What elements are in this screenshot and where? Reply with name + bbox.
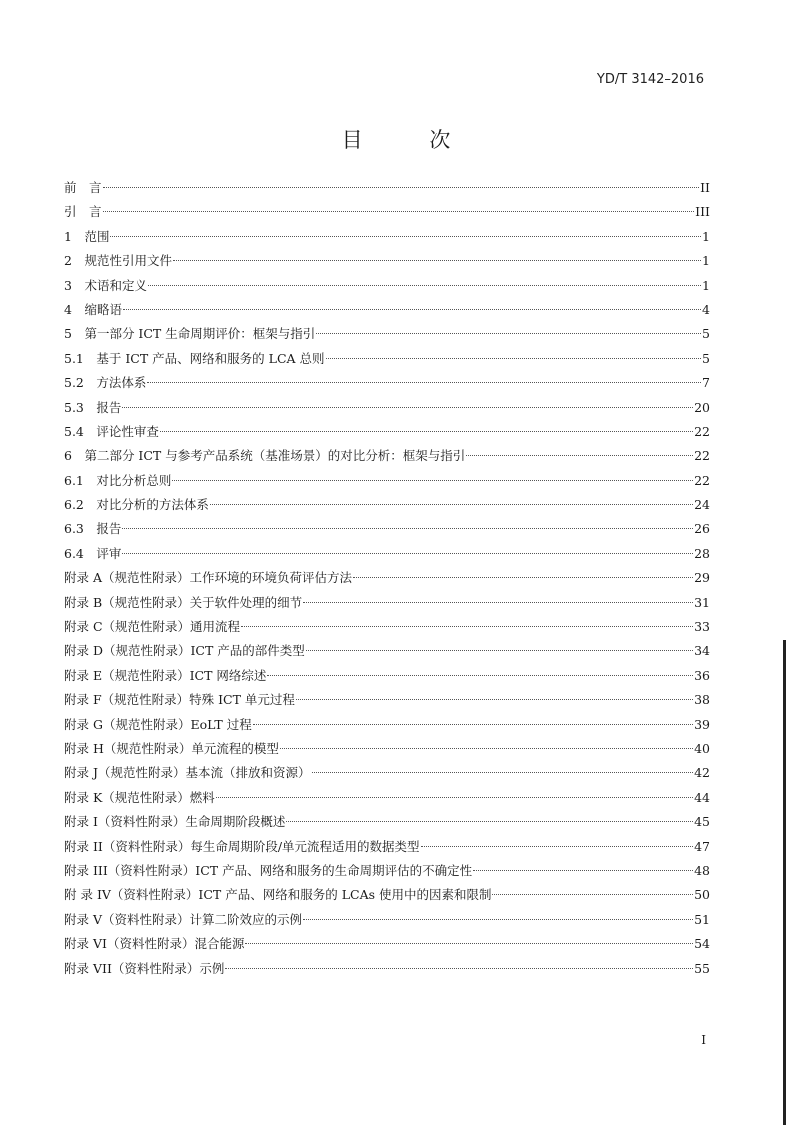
toc-entry-page: 1: [702, 228, 710, 244]
toc-entry-page: 28: [694, 545, 710, 561]
toc-dot-leader: [312, 771, 694, 773]
toc-entry-page: 4: [702, 301, 710, 317]
toc-entry-page: 22: [694, 423, 710, 439]
toc-entry[interactable]: [64, 274, 710, 298]
toc-entry-label: 附录 H（规范性附录）单元流程的模型: [64, 740, 279, 756]
toc-entry[interactable]: [64, 396, 710, 420]
toc-dot-leader: [147, 381, 701, 383]
toc-entry[interactable]: [64, 347, 710, 371]
toc-entry[interactable]: [64, 225, 710, 249]
page-title: 目 次: [341, 128, 481, 152]
toc-entry-page: 7: [702, 375, 710, 391]
toc-entry-label: 附录 B（规范性附录）关于软件处理的细节: [64, 594, 303, 610]
toc-entry[interactable]: [64, 883, 710, 907]
toc-entry-label: 前 言: [64, 180, 102, 195]
scan-edge-line: [783, 640, 786, 1125]
toc-entry[interactable]: [64, 835, 710, 859]
toc-entry-page: 54: [694, 936, 710, 952]
toc-dot-leader: [123, 308, 701, 310]
toc-entry-page: 39: [694, 716, 710, 732]
toc-entry-page: 5: [702, 326, 710, 342]
toc-entry-label: 5.4 评论性审查: [64, 423, 159, 439]
document-id: YD/T 3142–2016: [596, 72, 704, 87]
toc-dot-leader: [353, 576, 693, 578]
toc-entry-label: 6.3 报告: [64, 521, 122, 537]
toc-entry[interactable]: [64, 176, 710, 200]
toc-entry[interactable]: [64, 591, 710, 615]
toc-entry-label: 6.2 对比分析的方法体系: [64, 497, 209, 513]
toc-entry[interactable]: [64, 737, 710, 761]
toc-dot-leader: [122, 527, 693, 529]
toc-entry-page: 20: [694, 399, 710, 415]
toc-dot-leader: [303, 601, 693, 603]
toc-entry-label: 附录 V（资料性附录）计算二阶效应的示例: [64, 911, 303, 927]
toc-entry-page: 45: [694, 814, 710, 830]
toc-dot-leader: [492, 893, 693, 895]
toc-entry-label: 附录 VII（资料性附录）示例: [64, 960, 225, 976]
toc-entry-label: 附 录 IV（资料性附录）ICT 产品、网络和服务的 LCAs 使用中的因素和限制: [64, 887, 492, 903]
toc-entry[interactable]: [64, 615, 710, 639]
toc-entry-label: 5.2 方法体系: [64, 375, 147, 391]
toc-entry[interactable]: [64, 566, 710, 590]
toc-entry[interactable]: [64, 859, 710, 883]
toc-dot-leader: [326, 357, 702, 359]
toc-dot-leader: [267, 674, 693, 676]
toc-entry-page: 31: [694, 594, 710, 610]
toc-entry[interactable]: [64, 298, 710, 322]
toc-entry-label: 附录 I（资料性附录）生命周期阶段概述: [64, 814, 286, 830]
table-of-contents: [64, 176, 710, 981]
toc-entry-page: 40: [694, 740, 710, 756]
toc-entry[interactable]: [64, 371, 710, 395]
toc-entry-label: 引 言: [64, 204, 102, 220]
toc-entry-label: 1 范围: [64, 228, 110, 244]
toc-entry[interactable]: [64, 200, 710, 224]
toc-entry[interactable]: [64, 957, 710, 981]
toc-entry[interactable]: [64, 810, 710, 834]
toc-dot-leader: [173, 259, 701, 261]
toc-entry-label: 5.1 基于 ICT 产品、网络和服务的 LCA 总则: [64, 350, 325, 366]
toc-dot-leader: [241, 625, 693, 627]
toc-entry-label: 4 缩略语: [64, 301, 122, 317]
toc-dot-leader: [210, 503, 693, 505]
toc-entry-page: 44: [694, 789, 710, 805]
toc-entry[interactable]: [64, 761, 710, 785]
toc-dot-leader: [148, 284, 701, 286]
toc-dot-leader: [216, 796, 693, 798]
toc-entry-label: 附录 K（规范性附录）燃料: [64, 789, 215, 805]
toc-entry-label: 6 第二部分 ICT 与参考产品系统（基准场景）的对比分析：框架与指引: [64, 448, 466, 464]
toc-entry-label: 5 第一部分 ICT 生命周期评价：框架与指引: [64, 326, 316, 342]
toc-entry-label: 5.3 报告: [64, 399, 122, 415]
toc-entry-page: 24: [694, 497, 710, 513]
toc-dot-leader: [253, 723, 693, 725]
toc-entry[interactable]: [64, 469, 710, 493]
toc-dot-leader: [473, 869, 693, 871]
toc-entry-label: 2 规范性引用文件: [64, 253, 172, 269]
page-number: I: [701, 1033, 706, 1047]
toc-entry[interactable]: [64, 249, 710, 273]
toc-entry-page: 26: [694, 521, 710, 537]
toc-dot-leader: [303, 918, 693, 920]
toc-entry-page: 5: [702, 350, 710, 366]
toc-dot-leader: [466, 454, 693, 456]
toc-dot-leader: [122, 406, 693, 408]
toc-entry-label: 附录 D（规范性附录）ICT 产品的部件类型: [64, 643, 305, 659]
toc-entry[interactable]: [64, 517, 710, 541]
toc-entry[interactable]: [64, 908, 710, 932]
toc-entry-label: 附录 J（规范性附录）基本流（排放和资源）: [64, 765, 311, 781]
toc-dot-leader: [225, 967, 693, 969]
toc-entry-label: 3 术语和定义: [64, 277, 147, 293]
toc-entry-page: 48: [694, 862, 710, 878]
toc-dot-leader: [122, 552, 693, 554]
toc-entry-page: 33: [694, 619, 710, 635]
toc-entry[interactable]: [64, 664, 710, 688]
toc-entry[interactable]: [64, 322, 710, 346]
toc-entry-page: II: [700, 180, 710, 195]
toc-entry-label: 附录 F（规范性附录）特殊 ICT 单元过程: [64, 692, 295, 708]
toc-dot-leader: [296, 698, 693, 700]
toc-entry-page: 38: [694, 692, 710, 708]
toc-dot-leader: [306, 649, 693, 651]
toc-entry-page: 55: [694, 960, 710, 976]
toc-dot-leader: [110, 235, 701, 237]
toc-entry-page: 22: [694, 472, 710, 488]
toc-entry-label: 附录 G（规范性附录）EoLT 过程: [64, 716, 252, 732]
toc-entry-label: 附录 E（规范性附录）ICT 网络综述: [64, 667, 267, 683]
toc-dot-leader: [103, 210, 695, 212]
toc-entry-label: 附录 C（规范性附录）通用流程: [64, 619, 241, 635]
toc-entry-label: 6.1 对比分析总则: [64, 472, 172, 488]
toc-entry[interactable]: [64, 444, 710, 468]
toc-entry[interactable]: [64, 639, 710, 663]
toc-entry-page: 51: [694, 911, 710, 927]
toc-entry-page: 22: [694, 448, 710, 464]
toc-entry-page: 50: [694, 887, 710, 903]
toc-entry-page: 34: [694, 643, 710, 659]
toc-entry-page: III: [695, 204, 710, 220]
toc-entry-page: 36: [694, 667, 710, 683]
toc-entry-page: 47: [694, 838, 710, 854]
toc-entry-label: 附录 II（资料性附录）每生命周期阶段/单元流程适用的数据类型: [64, 838, 420, 854]
toc-entry[interactable]: [64, 786, 710, 810]
toc-entry-page: 1: [702, 253, 710, 269]
toc-dot-leader: [245, 942, 693, 944]
toc-entry-page: 1: [702, 277, 710, 293]
toc-entry-label: 附录 VI（资料性附录）混合能源: [64, 936, 245, 952]
toc-entry[interactable]: [64, 542, 710, 566]
toc-dot-leader: [172, 479, 693, 481]
toc-dot-leader: [421, 845, 694, 847]
toc-dot-leader: [160, 430, 693, 432]
toc-entry[interactable]: [64, 932, 710, 956]
toc-entry-label: 附录 A（规范性附录）工作环境的环境负荷评估方法: [64, 570, 353, 586]
toc-entry-page: 29: [694, 570, 710, 586]
toc-dot-leader: [286, 820, 693, 822]
toc-dot-leader: [103, 186, 700, 188]
toc-entry-label: 6.4 评审: [64, 545, 122, 561]
toc-dot-leader: [316, 332, 701, 334]
toc-entry[interactable]: [64, 420, 710, 444]
toc-entry[interactable]: [64, 688, 710, 712]
toc-entry-label: 附录 III（资料性附录）ICT 产品、网络和服务的生命周期评估的不确定性: [64, 862, 473, 878]
toc-dot-leader: [280, 747, 693, 749]
toc-entry-page: 42: [694, 765, 710, 781]
toc-entry[interactable]: [64, 493, 710, 517]
toc-entry[interactable]: [64, 713, 710, 737]
